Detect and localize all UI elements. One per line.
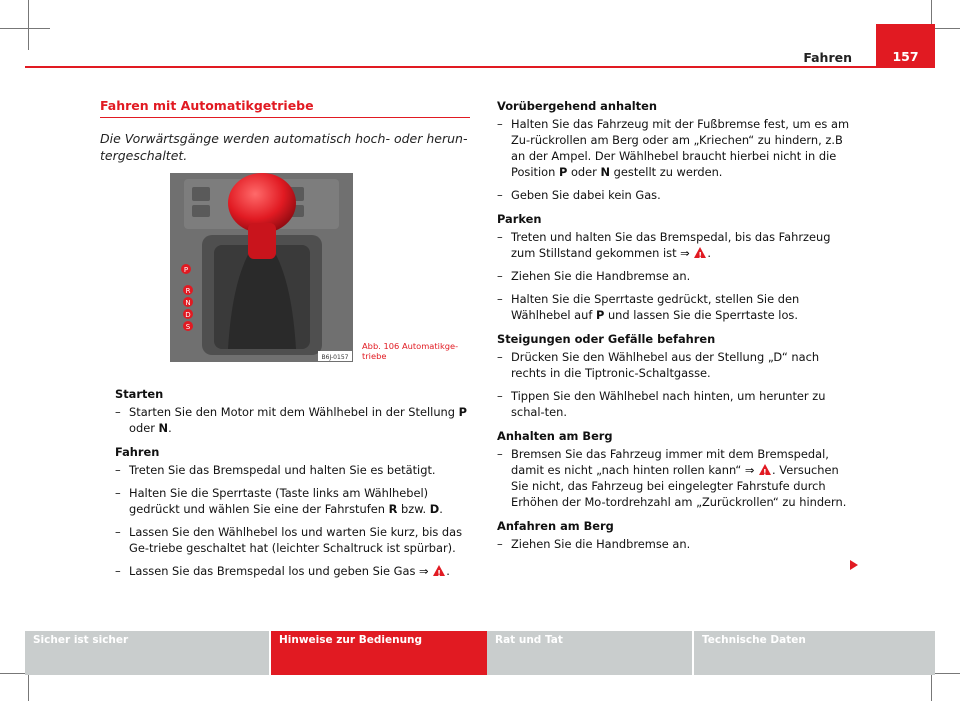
heading-anhalten: Anhalten am Berg <box>497 429 613 443</box>
list-dash: – <box>497 117 503 131</box>
heading-steigungen: Steigungen oder Gefälle befahren <box>497 332 716 346</box>
gear-letter: N <box>158 421 169 435</box>
footer-tab-hinweise[interactable] <box>271 631 515 675</box>
list-dash: – <box>115 486 121 500</box>
gear-letter: N <box>600 165 611 179</box>
text-run: . <box>446 564 450 578</box>
page-title: Fahren <box>803 50 852 65</box>
text-run: Treten und halten Sie das Bremspedal, bis das Fahrzeug zum Stillstand gekommen ist ⇒ <box>511 230 831 260</box>
text-run: Geben Sie dabei kein Gas. <box>511 188 661 202</box>
list-dash: – <box>497 447 503 461</box>
list-item <box>497 116 855 180</box>
list-dash: – <box>497 350 503 364</box>
text-run: Treten Sie das Bremspedal und halten Sie es betätigt. <box>129 463 436 477</box>
gear-letter: P <box>558 165 568 179</box>
footer-tab-label: Technische Daten <box>702 634 806 646</box>
section-title: Fahren mit Automatikgetriebe <box>100 98 470 118</box>
list-item <box>497 268 855 284</box>
text-run: . Versuchen Sie nicht, das Fahrzeug bei eingelegter Fahrstufe durch Erhöhen der Mo-tordrehzahl am „Zurückrollen“ zu hindern. <box>511 463 847 509</box>
text-run: bzw. <box>397 502 430 516</box>
gear-letter: P <box>458 405 467 419</box>
list-item <box>497 388 855 420</box>
footer-tab-sicher[interactable] <box>25 631 269 675</box>
list-item <box>115 563 470 579</box>
next-page-arrow-icon[interactable] <box>850 560 858 570</box>
list-dash: – <box>115 463 121 477</box>
heading-anfahren: Anfahren am Berg <box>497 519 614 533</box>
text-run: . <box>439 502 443 516</box>
list-item <box>115 462 470 478</box>
gear-label-d: D <box>185 311 191 319</box>
text-run: Ziehen Sie die Handbremse an. <box>511 537 691 551</box>
list-dash: – <box>115 525 121 539</box>
figure-code: B6J-0157 <box>321 354 349 361</box>
gear-letter: P <box>595 308 605 322</box>
warning-icon[interactable] <box>694 247 706 258</box>
text-run: Starten Sie den Motor mit dem Wählhebel in der Stellung <box>129 405 459 419</box>
figure-caption: Abb. 106 Automatikge-triebe <box>362 341 459 361</box>
crop-mark <box>28 0 29 50</box>
gear-letter: D <box>429 502 440 516</box>
text-run: . <box>168 421 172 435</box>
list-dash: – <box>497 292 503 306</box>
text-run: oder <box>129 421 159 435</box>
heading-fahren: Fahren <box>115 445 160 459</box>
crop-mark <box>0 28 50 29</box>
gear-shift-illustration <box>170 173 353 362</box>
gear-label-p: P <box>183 266 189 274</box>
list-dash: – <box>115 405 121 419</box>
text-run: Tippen Sie den Wählhebel nach hinten, um herunter zu schal-ten. <box>511 389 826 419</box>
list-item <box>115 404 470 436</box>
list-item <box>497 349 855 381</box>
text-run: gestellt zu werden. <box>610 165 723 179</box>
heading-starten: Starten <box>115 387 164 401</box>
left-column-body <box>115 378 470 586</box>
list-item <box>115 524 470 556</box>
list-item <box>497 536 855 552</box>
footer-tab-label: Sicher ist sicher <box>33 634 129 646</box>
gear-label-s: S <box>185 323 191 331</box>
right-column <box>497 98 855 559</box>
list-dash: – <box>497 269 503 283</box>
list-dash: – <box>497 188 503 202</box>
list-dash: – <box>497 537 503 551</box>
text-run: Halten Sie das Fahrzeug mit der Fußbremse fest, um es am Zu-rückrollen am Berg oder am „Kriechen“ zu hindern, z.B an der Ampel. Der Wählhebel braucht hierbei nicht in die Position <box>511 117 850 179</box>
footer-tab-label: Hinweise zur Bedienung <box>279 634 423 646</box>
intro-text: Die Vorwärtsgänge werden automatisch hoch- oder herun-tergeschaltet. <box>100 131 468 163</box>
list-item <box>115 485 470 517</box>
list-item <box>497 229 855 261</box>
left-column <box>100 98 470 164</box>
gear-letter: R <box>388 502 398 516</box>
footer-tab-technik[interactable] <box>694 631 935 675</box>
footer-tab-label: Rat und Tat <box>495 634 563 646</box>
list-dash: – <box>115 564 121 578</box>
text-run: . <box>707 246 711 260</box>
list-item <box>497 187 855 203</box>
text-run: Halten Sie die Sperrtaste gedrückt, stellen Sie den Wählhebel auf <box>511 292 800 322</box>
text-run: Lassen Sie das Bremspedal los und geben Sie Gas ⇒ <box>129 564 433 578</box>
text-run: oder <box>567 165 601 179</box>
heading-parken: Parken <box>497 212 542 226</box>
text-run: Bremsen Sie das Fahrzeug immer mit dem Bremspedal, damit es nicht „nach hinten rollen kann“ ⇒ <box>511 447 829 477</box>
warning-icon[interactable] <box>433 565 445 576</box>
heading-voruebergehend: Vorübergehend anhalten <box>497 99 657 113</box>
list-item <box>497 291 855 323</box>
list-item <box>497 446 855 510</box>
page-number-text: 157 <box>892 49 919 64</box>
gear-shift-figure <box>170 173 353 362</box>
header-rule <box>25 66 935 68</box>
text-run: Drücken Sie den Wählhebel aus der Stellung „D“ nach rechts in die Tiptronic-Schaltgasse. <box>511 350 820 380</box>
list-dash: – <box>497 230 503 244</box>
text-run: Lassen Sie den Wählhebel los und warten Sie kurz, bis das Ge-triebe geschaltet hat (leichter Schaltruck ist spürbar). <box>129 525 463 555</box>
gear-label-n: N <box>185 299 191 307</box>
text-run: Ziehen Sie die Handbremse an. <box>511 269 691 283</box>
gear-label-r: R <box>185 287 191 295</box>
list-dash: – <box>497 389 503 403</box>
warning-icon[interactable] <box>759 464 771 475</box>
text-run: und lassen Sie die Sperrtaste los. <box>604 308 798 322</box>
text-run: Halten Sie die Sperrtaste (Taste links am Wählhebel) gedrückt und wählen Sie eine der Fahrstufen <box>129 486 429 516</box>
page-number <box>876 24 935 68</box>
footer-tab-rat[interactable] <box>487 631 692 675</box>
